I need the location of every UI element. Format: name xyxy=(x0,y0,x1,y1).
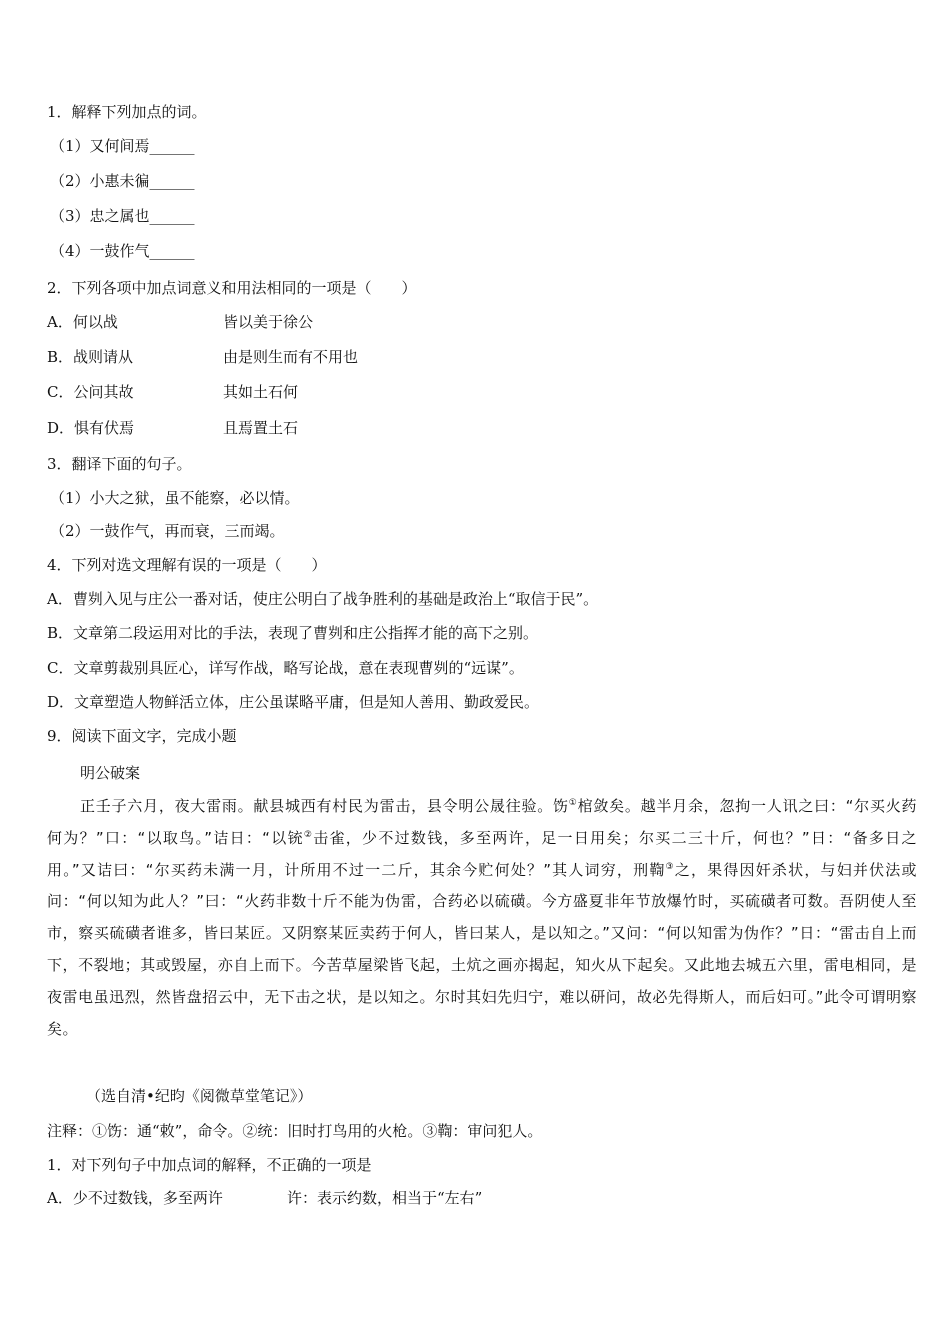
q1-stem: 1．解释下列加点的词。 xyxy=(47,103,207,121)
annotations: 注释：①饬：通“敕”，命令。②统：旧时打鸟用的火枪。③鞫：审问犯人。 xyxy=(47,1122,543,1140)
q9-stem: 9．阅读下面文字，完成小题 xyxy=(47,727,237,745)
q2-option-c-left: C．公问其故 xyxy=(47,383,134,401)
passage-part-2: 棺敛矣。越半月余，忽拘一人讯之曰：“尔买火药何为？”口：“以取鸟。”诘日：“以铳 xyxy=(47,797,917,847)
q9-sub1-option-a xyxy=(47,1188,483,1208)
q2-option-d-left: D．惧有伏焉 xyxy=(47,419,135,437)
q3-item-1: （1）小大之狱，虽不能察，必以情。 xyxy=(50,489,300,507)
q4-option-c: C．文章剪裁别具匠心，详写作战，略写论战，意在表现曹刿的“远谋”。 xyxy=(47,659,524,677)
passage-part-3: 击雀，少不过数钱，多至两许，足一日用矣；尔买二三十斤，何也？”日：“备多日之用。”又诘曰：“尔买药未满一月，计所用不过一二斤，其余今贮何处？”其人词穷，刑鞫 xyxy=(47,828,917,879)
q1-item-3: （3）忠之属也______ xyxy=(50,207,195,225)
passage-part-1: 正壬子六月，夜大雷雨。献县城西有村民为雷击，县令明公晟往验。饬 xyxy=(80,797,569,815)
q3-stem: 3．翻译下面的句子。 xyxy=(47,455,192,473)
q2-option-b xyxy=(47,347,359,367)
q4-option-a: A．曹刿入见与庄公一番对话，使庄公明白了战争胜利的基础是政治上“取信于民”。 xyxy=(47,590,599,608)
q1-item-1: （1）又何间焉______ xyxy=(50,137,195,155)
q2-option-b-left: B．战则请从 xyxy=(47,348,134,366)
footnote-marker-2: ② xyxy=(303,829,314,840)
q2-option-b-right: 由是则生而有不用也 xyxy=(223,348,359,366)
passage-body xyxy=(47,791,917,1045)
q9-sub1-stem: 1．对下列句子中加点词的解释，不正确的一项是 xyxy=(47,1156,372,1174)
passage-title: 明公破案 xyxy=(80,764,141,782)
footnote-marker-1: ① xyxy=(568,798,578,808)
q2-option-a-right: 皆以美于徐公 xyxy=(223,313,314,331)
passage-source: （选自清•纪昀《阅微草堂笔记》） xyxy=(86,1087,313,1105)
q2-option-c-right: 其如土石何 xyxy=(223,383,299,401)
q2-option-d-right: 且焉置土石 xyxy=(223,419,299,437)
q2-stem: 2．下列各项中加点词意义和用法相同的一项是（ ） xyxy=(47,279,417,297)
q2-option-d xyxy=(47,418,299,438)
q9-sub1-option-a-explanation: 许：表示约数，相当于“左右” xyxy=(287,1189,483,1207)
q2-option-a xyxy=(47,312,314,332)
q1-item-2: （2）小惠未徧______ xyxy=(50,172,195,190)
q3-item-2: （2）一鼓作气，再而衰，三而竭。 xyxy=(50,522,285,540)
footnote-marker-3: ③ xyxy=(665,861,675,872)
q1-item-4: （4）一鼓作气______ xyxy=(50,242,195,260)
passage-part-4: 之，果得因奸杀状，与妇并伏法或问：“何以知为此人？”曰：“火药非数十斤不能为伪雷，合药必以硫磺。今方盛夏非年节放爆竹时，买硫磺者可数。吾阴使人至市，察买硫磺者谁多，皆曰某匠。又阴察某匠卖药于何人，皆曰某人，是以知之。”又问：“何以知雷为伪作？”日：“雷击自上而下，不裂地；其或毁屋，亦自上而下。今苦草屋梁皆飞起，土炕之画亦揭起，知火从下起矣。又此地去城五六里，雷电相同，是夜雷电虽迅烈，然皆盘招云中，无下击之状，是以知之。尔时其妇先归宁，难以研问，故必先得斯人，而后妇可。”此令可谓明察矣。 xyxy=(47,860,917,1038)
q2-option-a-left: A．何以战 xyxy=(47,313,118,331)
q2-option-c xyxy=(47,382,299,402)
q4-option-b: B．文章第二段运用对比的手法，表现了曹刿和庄公指挥才能的高下之别。 xyxy=(47,624,539,642)
q9-sub1-option-a-sentence: A．少不过数钱，多至两许 xyxy=(47,1189,223,1207)
q4-option-d: D．文章塑造人物鲜活立体，庄公虽谋略平庸，但是知人善用、勤政爱民。 xyxy=(47,693,540,711)
q4-stem: 4．下列对选文理解有误的一项是（ ） xyxy=(47,556,327,574)
